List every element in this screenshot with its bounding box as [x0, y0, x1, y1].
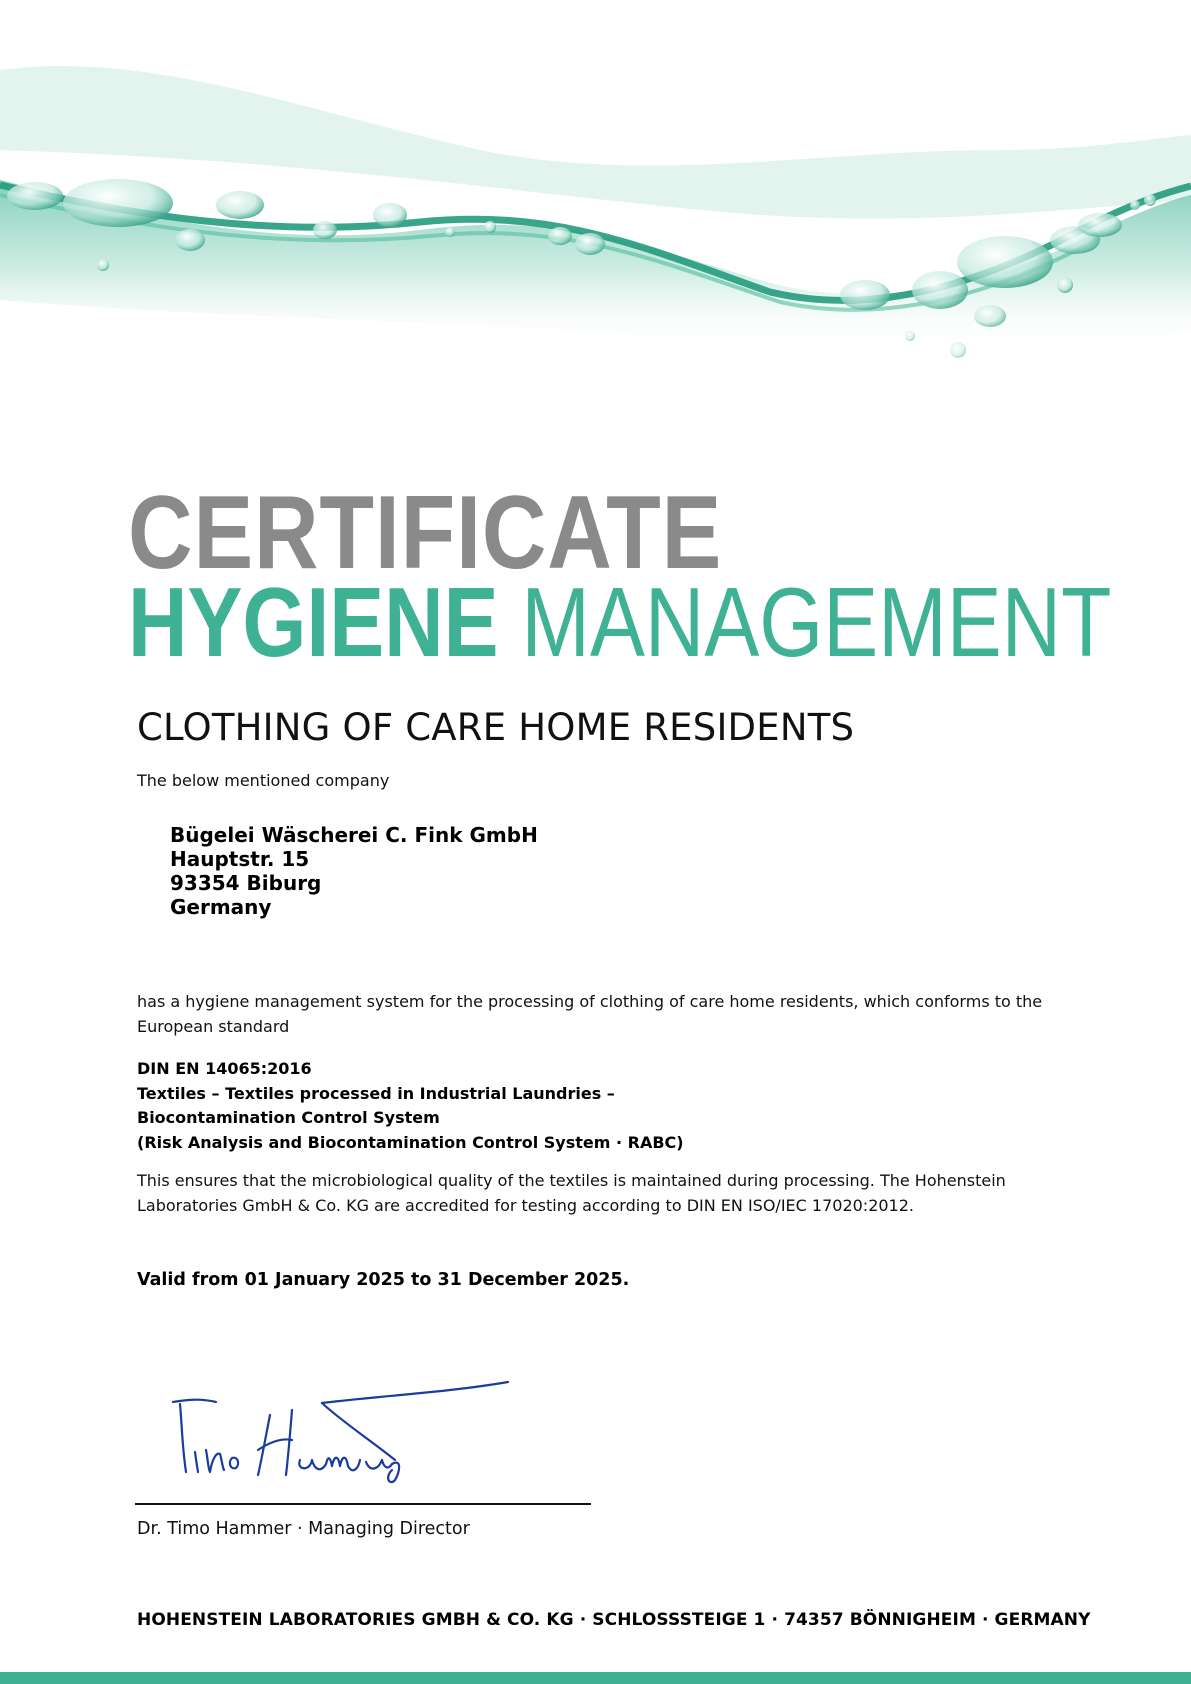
footer-accent-bar — [0, 1672, 1191, 1684]
company-city: 93354 Biburg — [170, 871, 322, 895]
water-wave-header-image — [0, 0, 1191, 420]
company-name: Bügelei Wäscherei C. Fink GmbH — [170, 823, 538, 847]
footer-address: HOHENSTEIN LABORATORIES GMBH & CO. KG · SCHLOSSSTEIGE 1 · 74357 BÖNNIGHEIM · GERMANY — [137, 1610, 1091, 1630]
company-address — [170, 823, 538, 919]
signer-name: Dr. Timo Hammer · Managing Director — [137, 1519, 470, 1539]
validity-period: Valid from 01 January 2025 to 31 December 2025. — [137, 1270, 630, 1290]
conformity-text: has a hygiene management system for the processing of clothing of care home residents, which conforms to the European standard — [137, 992, 1043, 1036]
standard-line: (Risk Analysis and Biocontamination Control System · RABC) — [137, 1132, 684, 1152]
subtitle-management: MANAGEMENT — [521, 567, 1112, 677]
signature-line — [135, 1503, 591, 1505]
assurance-text: This ensures that the microbiological quality of the textiles is maintained during processing. The Hohenstein Laboratories GmbH & Co. KG are accredited for testing according to DIN EN ISO/IEC 17020:2012. — [137, 1171, 1006, 1215]
certificate-subtitle — [128, 567, 1112, 677]
certificate-subject: CLOTHING OF CARE HOME RESIDENTS — [137, 706, 855, 749]
certificate-title-block — [128, 475, 1191, 677]
standard-line: Textiles – Textiles processed in Industrial Laundries – — [137, 1083, 615, 1103]
company-country: Germany — [170, 895, 272, 919]
subtitle-hygiene: HYGIENE — [128, 567, 499, 677]
standard-line: Biocontamination Control System — [137, 1108, 440, 1127]
intro-text: The below mentioned company — [137, 771, 390, 790]
standard-line: DIN EN 14065:2016 — [137, 1059, 312, 1078]
standard-reference — [137, 1057, 684, 1155]
company-street: Hauptstr. 15 — [170, 847, 310, 871]
certificate-title: CERTIFICATE — [128, 475, 723, 591]
handwritten-signature — [170, 1380, 520, 1485]
